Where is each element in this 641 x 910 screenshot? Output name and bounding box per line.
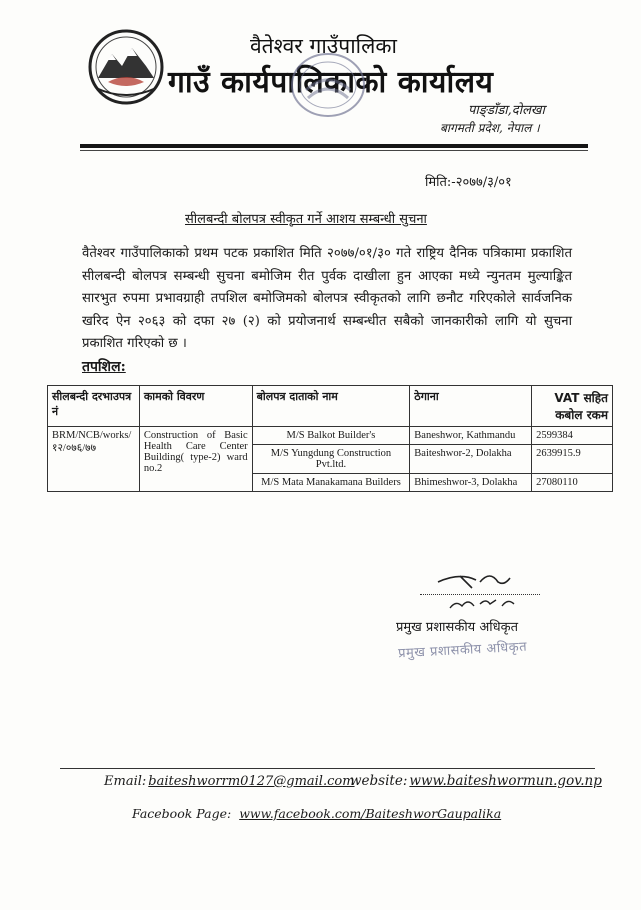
facebook-label: Facebook Page: (132, 806, 232, 821)
facebook-link[interactable]: www.facebook.com/BaiteshworGaupalika (239, 806, 502, 821)
handwritten-signature (420, 568, 540, 616)
header-bid-no: सीलबन्दी दरभाउपत्र नं (48, 386, 140, 427)
address-province: बागमती प्रदेश, नेपाल । (440, 121, 540, 135)
website-link[interactable]: www.baiteshwormun.gov.np (409, 773, 602, 789)
header-vat-line2: कबोल रकम (555, 408, 608, 422)
schedule-heading: तपशिल: (82, 359, 126, 375)
email-label: Email: (104, 774, 147, 789)
header-address: ठेगाना (410, 386, 532, 427)
bid-amount-cell: 2599384 (532, 427, 613, 445)
table-row (48, 427, 613, 445)
bid-number-cell: BRM/NCB/works/१२/०७६/७७ (48, 427, 140, 492)
bid-table (47, 385, 613, 492)
email-link[interactable]: baiteshworrm0127@gmail.com (148, 774, 355, 789)
bidder-name-cell: M/S Mata Manakamana Builders (252, 474, 410, 492)
nepal-emblem-logo (86, 28, 166, 106)
header-divider-thin (80, 150, 588, 151)
footer-divider (60, 768, 595, 769)
header-bidder: बोलपत्र दाताको नाम (252, 386, 410, 427)
footer-facebook (132, 806, 501, 821)
footer-email (104, 774, 355, 789)
designation-stamp: प्रमुख प्रशासकीय अधिकृत (397, 639, 528, 662)
bidder-address-cell: Baneshwor, Kathmandu (410, 427, 532, 445)
bid-amount-cell: 27080110 (532, 474, 613, 492)
signature-line (420, 594, 540, 595)
office-name: गाउँ कार्यपालिकाको कार्यालय (168, 65, 494, 100)
signatory-title: प्रमुख प्रशासकीय अधिकृत (396, 620, 519, 635)
work-description-cell: Construction of Basic Health Care Center Building( type-2) ward no.2 (139, 427, 252, 492)
issue-date: मिति:-२०७७/३/०१ (425, 175, 512, 190)
bidder-address-cell: Baiteshwor-2, Dolakha (410, 445, 532, 474)
header-vat-line1: VAT सहित (554, 391, 608, 405)
bidder-name-cell: M/S Yungdung Construction Pvt.ltd. (252, 445, 410, 474)
address-locality: पाङ्डाँडा,दोलखा (468, 103, 545, 118)
bidder-address-cell: Bhimeshwor-3, Dolakha (410, 474, 532, 492)
website-label: website: (350, 773, 408, 789)
header-divider (80, 144, 588, 148)
table-header-row (48, 386, 613, 427)
office-round-stamp (288, 50, 368, 120)
notice-body: वैतेश्वर गाउँपालिकाको प्रथम पटक प्रकाशित मिति २०७७/०१/३० गते राष्ट्रिय दैनिक पत्रिकामा प्रकाशित सीलबन्दी बोलपत्र सम्बन्धी सुचना बमोजिम रीत पुर्वक दाखीला हुन आएका मध्ये न्युनतम मुल्याङ्कित सारभुत रुपमा प्रभावग्राही तपशिल बमोजिमको बोलपत्र स्वीकृतको लागि छनौट गरिएकोले सार्वजनिक खरिद ऐन २०६३ को दफा २७ (२) को प्रयोजनार्थ सम्बन्धीत सबैको जानकारीको लागि यो सुचना प्रकाशित गरिएको छ । (82, 246, 572, 351)
footer-website (350, 773, 602, 789)
notice-subject: सीलबन्दी बोलपत्र स्वीकृत गर्ने आशय सम्बन्धी सुचना (185, 212, 427, 227)
municipality-name: वैतेश्वर गाउँपालिका (250, 34, 397, 58)
header-vat-amount (532, 386, 613, 427)
bid-amount-cell: 2639915.9 (532, 445, 613, 474)
bidder-name-cell: M/S Balkot Builder's (252, 427, 410, 445)
header-description: कामको विवरण (139, 386, 252, 427)
